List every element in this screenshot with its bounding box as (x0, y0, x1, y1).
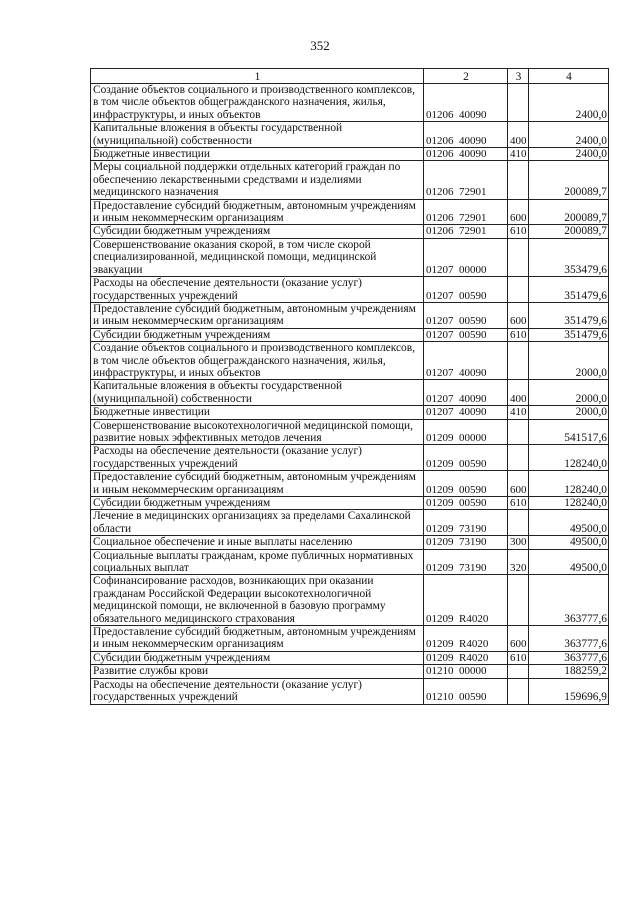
row-sum-cell: 541517,6 (529, 419, 609, 445)
row-code-cell: 01207 00000 (424, 238, 508, 276)
row-sum-cell: 200089,7 (529, 225, 609, 238)
row-sum-cell: 351479,6 (529, 328, 609, 341)
table-row (91, 84, 609, 122)
table-row (91, 536, 609, 549)
row-type-cell: 610 (508, 328, 529, 341)
table-row (91, 651, 609, 664)
table-row (91, 497, 609, 510)
row-name-cell: Предоставление субсидий бюджетным, автономным учреждениям и иным некоммерческим организациям (91, 626, 424, 652)
row-name-cell: Субсидии бюджетным учреждениям (91, 497, 424, 510)
row-sum-cell: 200089,7 (529, 199, 609, 225)
row-sum-cell: 351479,6 (529, 277, 609, 303)
row-code-cell: 01209 R4020 (424, 651, 508, 664)
row-type-cell (508, 665, 529, 678)
row-sum-cell: 363777,6 (529, 651, 609, 664)
row-name-cell: Предоставление субсидий бюджетным, автономным учреждениям и иным некоммерческим организациям (91, 471, 424, 497)
row-code-cell: 01206 40090 (424, 84, 508, 122)
row-name-cell: Субсидии бюджетным учреждениям (91, 328, 424, 341)
row-code-cell: 01210 00590 (424, 678, 508, 704)
table-row (91, 419, 609, 445)
row-name-cell: Лечение в медицинских организациях за пределами Сахалинской области (91, 510, 424, 536)
table-row (91, 626, 609, 652)
row-name-cell: Расходы на обеспечение деятельности (оказание услуг) государственных учреждений (91, 678, 424, 704)
row-sum-cell: 49500,0 (529, 510, 609, 536)
table-row (91, 445, 609, 471)
row-name-cell: Расходы на обеспечение деятельности (оказание услуг) государственных учреждений (91, 445, 424, 471)
row-type-cell (508, 510, 529, 536)
header-cell-code: 2 (424, 69, 508, 84)
row-sum-cell: 2000,0 (529, 406, 609, 419)
row-code-cell: 01209 00590 (424, 497, 508, 510)
row-sum-cell: 363777,6 (529, 575, 609, 626)
table-row (91, 328, 609, 341)
table-row (91, 575, 609, 626)
table-row (91, 510, 609, 536)
table-row (91, 225, 609, 238)
header-cell-name: 1 (91, 69, 424, 84)
row-name-cell: Меры социальной поддержки отдельных категорий граждан по обеспечению лекарственными средствами и изделиями медицинского назначения (91, 161, 424, 199)
row-type-cell (508, 419, 529, 445)
row-sum-cell: 2000,0 (529, 342, 609, 380)
row-code-cell: 01209 R4020 (424, 575, 508, 626)
row-code-cell: 01206 40090 (424, 148, 508, 161)
row-name-cell: Бюджетные инвестиции (91, 406, 424, 419)
row-sum-cell: 128240,0 (529, 471, 609, 497)
row-name-cell: Расходы на обеспечение деятельности (оказание услуг) государственных учреждений (91, 277, 424, 303)
row-sum-cell: 363777,6 (529, 626, 609, 652)
table-row (91, 678, 609, 704)
row-type-cell: 400 (508, 380, 529, 406)
row-code-cell: 01207 00590 (424, 277, 508, 303)
row-code-cell: 01207 00590 (424, 302, 508, 328)
row-name-cell: Создание объектов социального и производственного комплексов, в том числе объектов общегражданского назначения, жилья, инфраструктуры, и иных объектов (91, 84, 424, 122)
row-name-cell: Социальные выплаты гражданам, кроме публичных нормативных социальных выплат (91, 549, 424, 575)
row-type-cell: 610 (508, 225, 529, 238)
row-sum-cell: 2400,0 (529, 122, 609, 148)
table-row (91, 342, 609, 380)
header-cell-type: 3 (508, 69, 529, 84)
row-type-cell (508, 678, 529, 704)
row-name-cell: Софинансирование расходов, возникающих при оказании гражданам Российской Федерации высокотехнологичной медицинской помощи, не включенной в базовую программу обязательного медицинского страхования (91, 575, 424, 626)
row-code-cell: 01209 00590 (424, 471, 508, 497)
table-row (91, 406, 609, 419)
row-code-cell: 01207 40090 (424, 342, 508, 380)
row-code-cell: 01209 73190 (424, 536, 508, 549)
table-row (91, 148, 609, 161)
row-code-cell: 01210 00000 (424, 665, 508, 678)
row-sum-cell: 188259,2 (529, 665, 609, 678)
row-name-cell: Субсидии бюджетным учреждениям (91, 651, 424, 664)
table-row (91, 471, 609, 497)
row-type-cell: 400 (508, 122, 529, 148)
row-type-cell: 410 (508, 148, 529, 161)
row-sum-cell: 353479,6 (529, 238, 609, 276)
row-name-cell: Создание объектов социального и производственного комплексов, в том числе объектов общегражданского назначения, жилья, инфраструктуры, и иных объектов (91, 342, 424, 380)
table-row (91, 277, 609, 303)
row-name-cell: Предоставление субсидий бюджетным, автономным учреждениям и иным некоммерческим организациям (91, 199, 424, 225)
row-name-cell: Совершенствование оказания скорой, в том числе скорой специализированной, медицинской помощи, медицинской эвакуации (91, 238, 424, 276)
row-type-cell: 320 (508, 549, 529, 575)
row-code-cell: 01207 00590 (424, 328, 508, 341)
row-sum-cell: 128240,0 (529, 497, 609, 510)
row-type-cell: 600 (508, 302, 529, 328)
row-code-cell: 01209 R4020 (424, 626, 508, 652)
table-row (91, 161, 609, 199)
row-type-cell (508, 445, 529, 471)
table-row (91, 302, 609, 328)
row-sum-cell: 351479,6 (529, 302, 609, 328)
table-row (91, 238, 609, 276)
header-row (91, 69, 609, 84)
row-code-cell: 01206 72901 (424, 225, 508, 238)
row-type-cell: 600 (508, 471, 529, 497)
row-sum-cell: 49500,0 (529, 549, 609, 575)
row-type-cell (508, 342, 529, 380)
row-type-cell (508, 84, 529, 122)
row-sum-cell: 2000,0 (529, 380, 609, 406)
table-row (91, 549, 609, 575)
row-type-cell: 600 (508, 199, 529, 225)
row-code-cell: 01209 73190 (424, 549, 508, 575)
row-type-cell: 300 (508, 536, 529, 549)
budget-table (90, 68, 609, 705)
row-sum-cell: 2400,0 (529, 148, 609, 161)
table-row (91, 199, 609, 225)
row-code-cell: 01207 40090 (424, 380, 508, 406)
table-body (91, 84, 609, 705)
row-name-cell: Субсидии бюджетным учреждениям (91, 225, 424, 238)
row-sum-cell: 159696,9 (529, 678, 609, 704)
row-type-cell: 410 (508, 406, 529, 419)
table-row (91, 122, 609, 148)
row-name-cell: Капитальные вложения в объекты государственной (муниципальной) собственности (91, 380, 424, 406)
row-sum-cell: 200089,7 (529, 161, 609, 199)
row-name-cell: Социальное обеспечение и иные выплаты населению (91, 536, 424, 549)
table-row (91, 665, 609, 678)
page-number: 352 (310, 38, 330, 53)
row-code-cell: 01209 00000 (424, 419, 508, 445)
row-type-cell (508, 238, 529, 276)
row-type-cell (508, 161, 529, 199)
row-type-cell: 610 (508, 651, 529, 664)
row-code-cell: 01206 40090 (424, 122, 508, 148)
row-type-cell (508, 575, 529, 626)
row-sum-cell: 128240,0 (529, 445, 609, 471)
row-code-cell: 01209 00590 (424, 445, 508, 471)
row-sum-cell: 2400,0 (529, 84, 609, 122)
row-name-cell: Бюджетные инвестиции (91, 148, 424, 161)
row-type-cell: 600 (508, 626, 529, 652)
header-cell-sum: 4 (529, 69, 609, 84)
row-sum-cell: 49500,0 (529, 536, 609, 549)
row-code-cell: 01209 73190 (424, 510, 508, 536)
row-type-cell: 610 (508, 497, 529, 510)
row-name-cell: Развитие службы крови (91, 665, 424, 678)
row-name-cell: Капитальные вложения в объекты государственной (муниципальной) собственности (91, 122, 424, 148)
row-code-cell: 01206 72901 (424, 161, 508, 199)
row-type-cell (508, 277, 529, 303)
table-row (91, 380, 609, 406)
row-name-cell: Совершенствование высокотехнологичной медицинской помощи, развитие новых эффективных методов лечения (91, 419, 424, 445)
row-name-cell: Предоставление субсидий бюджетным, автономным учреждениям и иным некоммерческим организациям (91, 302, 424, 328)
row-code-cell: 01207 40090 (424, 406, 508, 419)
row-code-cell: 01206 72901 (424, 199, 508, 225)
